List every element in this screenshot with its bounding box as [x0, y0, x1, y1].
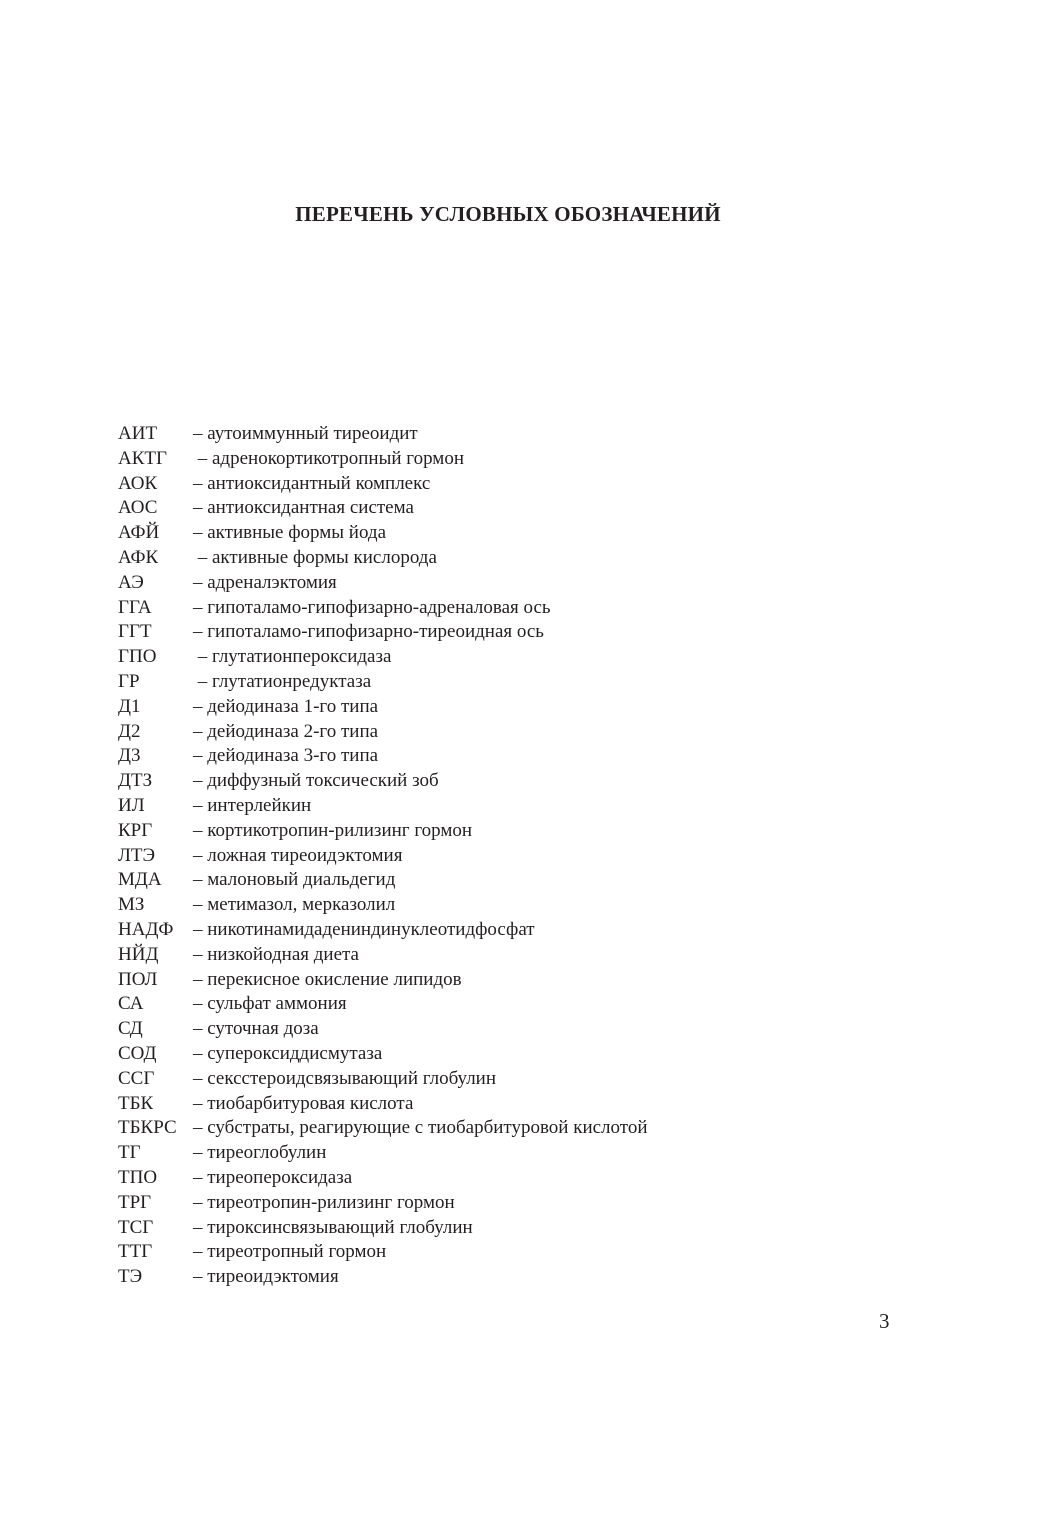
- abbreviation-row: [118, 1017, 648, 1042]
- abbreviation-term: ТЭ: [118, 1266, 143, 1288]
- abbreviation-term: СА: [118, 993, 144, 1015]
- abbreviation-term: МДА: [118, 869, 162, 891]
- abbreviation-term: ТПО: [118, 1166, 158, 1188]
- abbreviation-definition: – низкойодная диета: [193, 943, 359, 965]
- abbreviation-row: [118, 1092, 648, 1117]
- abbreviation-definition: – никотинамидадениндинуклеотидфосфат: [193, 918, 535, 940]
- abbreviation-definition: – перекисное окисление липидов: [193, 968, 462, 990]
- abbreviation-row: [118, 968, 648, 993]
- abbreviation-row: [118, 571, 648, 596]
- abbreviation-row: [118, 496, 648, 521]
- abbreviation-definition: – субстраты, реагирующие с тиобарбитуровой кислотой: [193, 1117, 648, 1139]
- abbreviation-term: ТГ: [118, 1142, 141, 1164]
- abbreviation-definition: – супероксиддисмутаза: [193, 1042, 383, 1064]
- abbreviation-term: ГР: [118, 670, 140, 692]
- abbreviation-row: [118, 472, 648, 497]
- abbreviation-row: [118, 1240, 648, 1265]
- abbreviation-row: [118, 992, 648, 1017]
- abbreviation-term: ПОЛ: [118, 968, 158, 990]
- abbreviation-row: [118, 1166, 648, 1191]
- abbreviation-definition: – тироксинсвязывающий глобулин: [193, 1216, 473, 1238]
- abbreviation-definition: – дейодиназа 1-го типа: [193, 695, 379, 717]
- abbreviation-row: [118, 720, 648, 745]
- abbreviation-row: [118, 1216, 648, 1241]
- abbreviation-definition: – метимазол, мерказолил: [193, 894, 396, 916]
- abbreviation-term: АОС: [118, 497, 158, 519]
- abbreviation-definition: – активные формы йода: [193, 522, 387, 544]
- abbreviation-definition: – тиреоидэктомия: [193, 1266, 339, 1288]
- page-number: 3: [879, 1309, 890, 1333]
- abbreviation-definition: – антиоксидантный комплекс: [193, 472, 431, 494]
- abbreviation-definition: – сульфат аммония: [193, 993, 347, 1015]
- abbreviation-term: ТБК: [118, 1092, 154, 1114]
- abbreviation-row: [118, 1265, 648, 1290]
- abbreviation-definition: – глутатионпероксидаза: [193, 646, 392, 668]
- abbreviation-row: [118, 1116, 648, 1141]
- abbreviation-list: [118, 422, 648, 1290]
- abbreviation-definition: – активные формы кислорода: [193, 546, 437, 568]
- abbreviation-term: ГПО: [118, 646, 157, 668]
- abbreviation-term: АИТ: [118, 423, 158, 444]
- abbreviation-row: [118, 422, 648, 447]
- abbreviation-term: ЛТЭ: [118, 844, 156, 866]
- abbreviation-row: [118, 1042, 648, 1067]
- abbreviation-definition: – тиреотропин-рилизинг гормон: [193, 1191, 455, 1213]
- abbreviation-definition: – малоновый диальдегид: [193, 869, 396, 891]
- abbreviation-term: НЙД: [118, 943, 159, 965]
- abbreviation-row: [118, 769, 648, 794]
- abbreviation-row: [118, 620, 648, 645]
- abbreviation-term: ТБКРС: [118, 1117, 177, 1139]
- abbreviation-row: [118, 546, 648, 571]
- abbreviation-row: [118, 521, 648, 546]
- abbreviation-term: АОК: [118, 472, 158, 494]
- abbreviation-term: АФК: [118, 546, 159, 568]
- abbreviation-row: [118, 844, 648, 869]
- abbreviation-row: [118, 893, 648, 918]
- abbreviation-row: [118, 868, 648, 893]
- abbreviation-definition: – гипоталамо-гипофизарно-адреналовая ось: [193, 596, 551, 618]
- abbreviation-definition: – диффузный токсический зоб: [193, 770, 439, 792]
- abbreviation-definition: – дейодиназа 3-го типа: [193, 745, 379, 767]
- abbreviation-row: [118, 645, 648, 670]
- abbreviation-row: [118, 744, 648, 769]
- abbreviation-row: [118, 943, 648, 968]
- abbreviation-row: [118, 1067, 648, 1092]
- abbreviation-term: ССГ: [118, 1067, 155, 1089]
- abbreviation-definition: – тиреопероксидаза: [193, 1166, 353, 1188]
- abbreviation-definition: – дейодиназа 2-го типа: [193, 720, 379, 742]
- abbreviation-term: СД: [118, 1018, 143, 1040]
- abbreviation-term: КРГ: [118, 819, 153, 841]
- abbreviation-row: [118, 670, 648, 695]
- abbreviation-term: СОД: [118, 1042, 157, 1064]
- abbreviation-term: ГГА: [118, 596, 152, 618]
- abbreviation-term: Д1: [118, 695, 141, 717]
- abbreviation-row: [118, 695, 648, 720]
- abbreviation-definition: – гипоталамо-гипофизарно-тиреоидная ось: [193, 621, 544, 643]
- abbreviation-definition: – тиреоглобулин: [193, 1142, 327, 1164]
- abbreviation-term: Д2: [118, 720, 141, 742]
- abbreviation-definition: – глутатионредуктаза: [193, 670, 372, 692]
- abbreviation-row: [118, 794, 648, 819]
- abbreviation-term: ГГТ: [118, 621, 152, 643]
- abbreviation-term: ТСГ: [118, 1216, 154, 1238]
- abbreviation-term: АЭ: [118, 571, 144, 593]
- abbreviation-definition: – ложная тиреоидэктомия: [193, 844, 403, 866]
- abbreviation-term: АКТГ: [118, 447, 167, 469]
- abbreviation-definition: – сексстероидсвязывающий глобулин: [193, 1067, 497, 1089]
- abbreviation-term: ТТГ: [118, 1241, 153, 1263]
- abbreviation-definition: – кортикотропин-рилизинг гормон: [193, 819, 473, 841]
- abbreviation-row: [118, 1191, 648, 1216]
- page-title: ПЕРЕЧЕНЬ УСЛОВНЫХ ОБОЗНАЧЕНИЙ: [295, 202, 721, 226]
- abbreviation-definition: – антиоксидантная система: [193, 497, 414, 519]
- abbreviation-row: [118, 819, 648, 844]
- abbreviation-term: МЗ: [118, 894, 145, 916]
- abbreviation-term: ДТЗ: [118, 770, 153, 792]
- abbreviation-term: ТРГ: [118, 1191, 152, 1213]
- abbreviation-term: АФЙ: [118, 522, 160, 544]
- abbreviation-definition: – адреналэктомия: [193, 571, 337, 593]
- abbreviation-row: [118, 918, 648, 943]
- abbreviation-row: [118, 596, 648, 621]
- abbreviation-term: Д3: [118, 745, 141, 767]
- abbreviation-term: ИЛ: [118, 794, 145, 816]
- abbreviation-row: [118, 447, 648, 472]
- abbreviation-definition: – интерлейкин: [193, 794, 312, 816]
- abbreviation-definition: – тиобарбитуровая кислота: [193, 1092, 414, 1114]
- abbreviation-row: [118, 1141, 648, 1166]
- abbreviation-definition: – адренокортикотропный гормон: [193, 447, 464, 469]
- abbreviation-definition: – суточная доза: [193, 1018, 319, 1040]
- abbreviation-term: НАДФ: [118, 918, 174, 940]
- abbreviation-definition: – аутоиммунный тиреоидит: [193, 423, 418, 444]
- abbreviation-definition: – тиреотропный гормон: [193, 1241, 387, 1263]
